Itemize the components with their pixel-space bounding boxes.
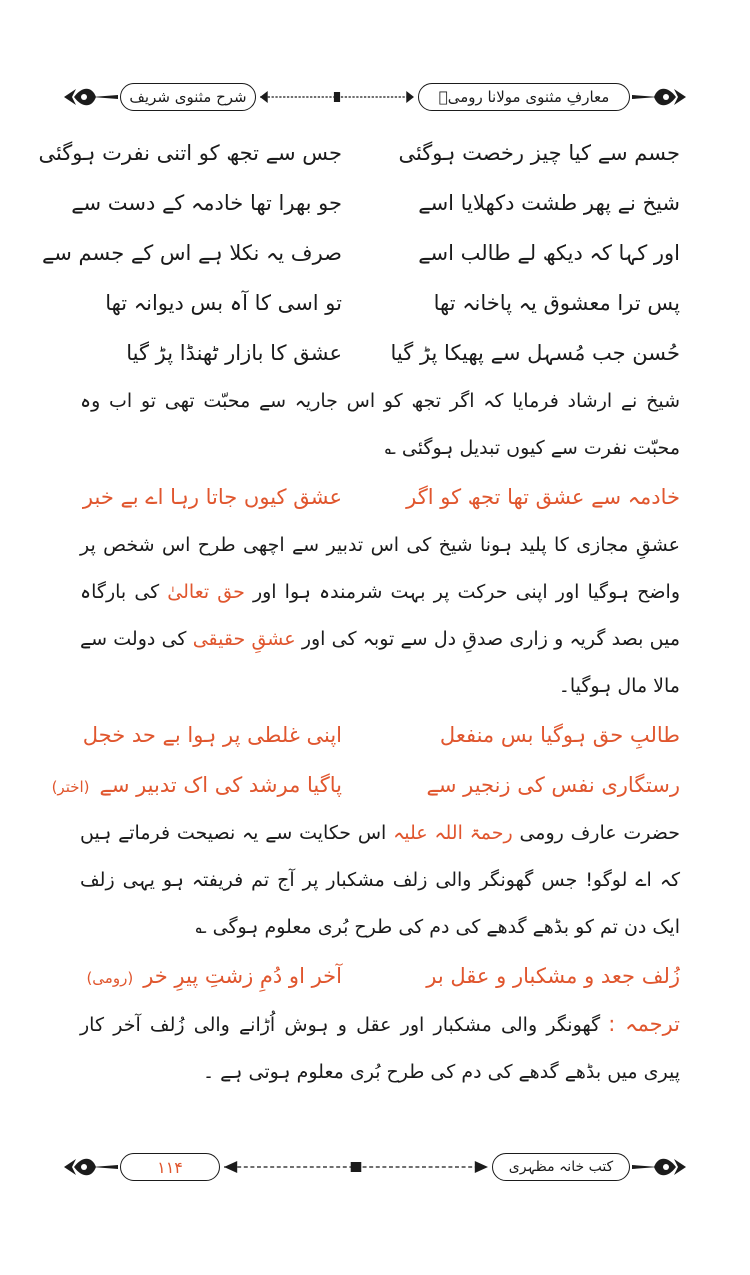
misra-second: عشق کیوں جاتا رہا اے بے خبر <box>82 485 342 509</box>
paragraph <box>80 810 680 951</box>
misra-first: حُسن جب مُسہل سے پھیکا پڑ گیا <box>390 341 680 365</box>
paragraph-text: کی بارگاہ میں بصد گریہ و زاری صدقِ دل سے توبہ کی اور <box>80 581 681 650</box>
chain-rule-ornament-icon <box>260 88 414 106</box>
footer-band <box>62 1150 688 1184</box>
paragraph-text: کی دولت سے مالا مال ہوگیا۔ <box>80 628 680 697</box>
highlighted-term: عشقِ حقیقی <box>192 628 296 650</box>
attribution-tag: (اختر) <box>51 778 90 796</box>
misra-second: عشق کا بازار ٹھنڈا پڑ گیا <box>126 341 342 365</box>
paragraph-text: اس حکایت سے یہ نصیحت فرماتے ہیں کہ اے لوگو! جس گھونگر والی زلف مشکبار پر آج تم فریفتہ ہو یہی زلف ایک دن تم کو بڈھے گدھے کی دم کی طرح بُری معلوم ہوگی ؎ <box>80 822 680 938</box>
couplet <box>80 328 680 378</box>
misra-first: جسم سے کیا چیز رخصت ہوگئی <box>398 141 680 165</box>
fleuron-right-icon <box>630 1154 688 1180</box>
misra-first: اور کہا کہ دیکھ لے طالب اسے <box>418 241 680 265</box>
book-title: معارفِ مثنوی مولانا رومیؒ <box>418 83 630 111</box>
misra-second <box>80 964 342 988</box>
misra-second: صرف یہ نکلا ہے اس کے جسم سے <box>41 241 342 265</box>
fleuron-left-icon <box>62 84 120 110</box>
misra-first: شیخ نے پھر طشت دکھلایا اسے <box>418 191 680 215</box>
misra-first: خادمہ سے عشق تھا تجھ کو اگر <box>406 485 680 509</box>
misra-first: زُلف جعد و مشکبار و عقل بر <box>426 964 680 988</box>
header-band <box>62 80 688 114</box>
couplet <box>41 228 680 278</box>
misra-first: طالبِ حق ہوگیا بس منفعل <box>439 723 680 747</box>
couplet-red <box>51 760 680 810</box>
section-title: شرح مثنوی شریف <box>120 83 256 111</box>
couplet <box>80 278 680 328</box>
misra-first: پس ترا معشوق یہ پاخانہ تھا <box>433 291 680 315</box>
misra-second: جو بھرا تھا خادمہ کے دست سے <box>71 191 342 215</box>
misra-second <box>51 773 342 797</box>
translation-text: گھونگر والی مشکبار اور عقل و ہوش اُڑانے والی زُلف آخر کار پیری میں بڈھے گدھے کی دم کی طرح بُری معلوم ہوتی ہے ۔ <box>80 1014 680 1083</box>
misra-second: اپنی غلطی پر ہوا بے حد خجل <box>82 723 342 747</box>
misra-second: جس سے تجھ کو اتنی نفرت ہوگئی <box>38 141 342 165</box>
page-number: ۱۱۴ <box>120 1153 220 1181</box>
couplet <box>38 128 680 178</box>
misra-first: رستگاری نفس کی زنجیر سے <box>426 773 680 797</box>
fleuron-left-icon <box>62 1154 120 1180</box>
translation-label: ترجمہ : <box>608 1012 680 1036</box>
couplet-group-1 <box>38 128 680 378</box>
couplet-red <box>80 472 680 522</box>
misra-text: آخر او دُمِ زشتِ پیرِ خر <box>143 964 342 988</box>
page-content <box>38 128 681 1096</box>
publisher-name: کتب خانہ مظہری <box>492 1153 630 1181</box>
attribution-tag: (رومی) <box>86 969 134 987</box>
misra-text: پاگیا مرشد کی اک تدبیر سے <box>99 773 342 797</box>
couplet <box>71 178 680 228</box>
translation-paragraph <box>80 1001 680 1096</box>
highlighted-term: حق تعالیٰ <box>167 581 245 603</box>
highlighted-term: رحمۃ اللہ علیہ <box>393 822 513 844</box>
chain-rule-ornament-icon <box>224 1158 488 1176</box>
couplet-red <box>80 951 680 1001</box>
paragraph <box>80 522 680 710</box>
paragraph-text: عشقِ مجازی کا پلید ہونا شیخ کی اس تدبیر سے اچھی طرح اس شخص پر واضح ہوگیا اور اپنی حرکت پر بہت شرمندہ ہوا اور <box>80 534 680 603</box>
paragraph-text: حضرت عارف رومی <box>512 822 680 844</box>
couplet-red <box>80 710 680 760</box>
fleuron-right-icon <box>630 84 688 110</box>
paragraph: شیخ نے ارشاد فرمایا کہ اگر تجھ کو اس جاریہ سے محبّت تھی تو اب وہ محبّت نفرت سے کیوں تبدیل ہوگئی ؎ <box>80 390 680 459</box>
misra-second: تو اسی کا آہ بس دیوانہ تھا <box>105 291 342 315</box>
